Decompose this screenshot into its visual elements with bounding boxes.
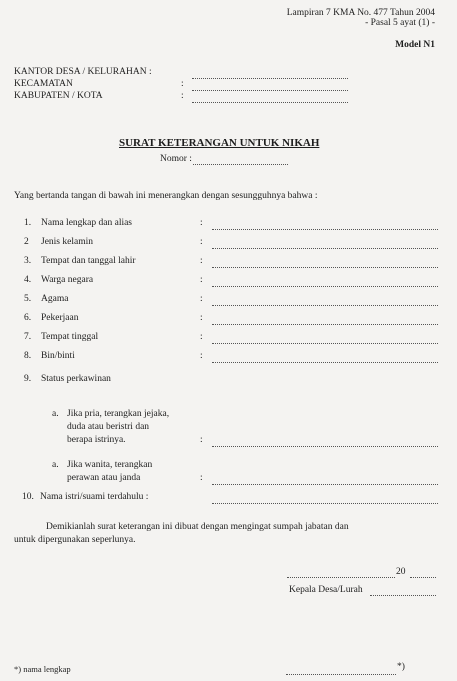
field-line [212, 324, 438, 325]
status-pria-line [212, 446, 438, 447]
kepala-line [370, 595, 436, 596]
footnote: *) nama lengkap [14, 664, 71, 674]
status-b-marker: a. [52, 460, 59, 470]
office-kabupaten-line [192, 102, 348, 103]
field-label: Jenis kelamin [41, 237, 93, 247]
field-number: 2 [24, 237, 29, 247]
field-label: Warga negara [41, 275, 94, 285]
field-line [212, 229, 438, 230]
field-line [212, 362, 438, 363]
field-number: 7. [24, 332, 32, 342]
field-10-line [212, 503, 438, 504]
field-number: 6. [24, 313, 32, 323]
colon: : [200, 218, 203, 228]
colon: : [200, 237, 203, 247]
field-10-label: Nama istri/suami terdahulu : [40, 492, 149, 502]
date-line [287, 577, 395, 578]
colon: : [200, 435, 203, 445]
attachment-reference [287, 8, 435, 28]
colon: : [181, 79, 184, 89]
field-label: Agama [41, 294, 69, 304]
intro-text: Yang bertanda tangan di bawah ini menerangkan dengan sesungguhnya bahwa : [14, 191, 318, 201]
pasal-text: - Pasal 5 ayat (1) - [365, 18, 435, 28]
closing-line-1: Demikianlah surat keterangan ini dibuat dengan mengingat sumpah jabatan dan [46, 522, 349, 532]
nomor-line [193, 164, 288, 165]
office-desa-line [192, 78, 348, 79]
field-label: Tempat dan tanggal lahir [41, 256, 136, 266]
field-number: 9. [24, 374, 32, 384]
status-pria-line2: duda atau beristri dan [67, 422, 150, 432]
status-pria-line3: berapa istrinya. [67, 435, 126, 445]
field-line [212, 248, 438, 249]
field-label: Nama lengkap dan alias [41, 218, 133, 228]
field-label: Status perkawinan [41, 374, 111, 384]
date-year-line [410, 577, 436, 578]
field-number: 3. [24, 256, 32, 266]
field-line [212, 286, 438, 287]
office-kabupaten-label: KABUPATEN / KOTA [14, 91, 103, 101]
field-number: 1. [24, 218, 32, 228]
field-number: 8. [24, 351, 32, 361]
date-year: 20 [396, 567, 406, 577]
field-label: Tempat tinggal [41, 332, 99, 342]
nomor-label: Nomor : [160, 154, 192, 164]
status-a-marker: a. [52, 409, 59, 419]
colon: : [200, 256, 203, 266]
colon: : [200, 473, 203, 483]
signature-mark: *) [397, 662, 405, 672]
kepala-label: Kepala Desa/Lurah [289, 585, 363, 595]
signature-line [286, 674, 396, 675]
colon: : [200, 313, 203, 323]
field-line [212, 305, 438, 306]
lampiran-text: Lampiran 7 KMA No. 477 Tahun 2004 [286, 8, 435, 18]
colon: : [200, 332, 203, 342]
field-line [212, 267, 438, 268]
field-line [212, 343, 438, 344]
model-label: Model N1 [395, 40, 435, 50]
colon: : [200, 294, 203, 304]
document-title: SURAT KETERANGAN UNTUK NIKAH [119, 137, 320, 149]
field-10-number: 10. [22, 492, 34, 502]
closing-line-2: untuk dipergunakan seperlunya. [14, 535, 136, 545]
field-number: 4. [24, 275, 32, 285]
office-desa-label: KANTOR DESA / KELURAHAN : [14, 67, 152, 77]
field-label: Pekerjaan [41, 313, 79, 323]
status-wanita-line1: Jika wanita, terangkan [67, 460, 153, 470]
status-pria-line1: Jika pria, terangkan jejaka, [67, 409, 170, 419]
field-label: Bin/binti [41, 351, 75, 361]
status-wanita-line2: perawan atau janda [67, 473, 141, 483]
status-wanita-line [212, 484, 438, 485]
colon: : [181, 91, 184, 101]
colon: : [200, 275, 203, 285]
office-kecamatan-line [192, 90, 348, 91]
field-number: 5. [24, 294, 32, 304]
office-kecamatan-label: KECAMATAN [14, 79, 73, 89]
colon: : [200, 351, 203, 361]
